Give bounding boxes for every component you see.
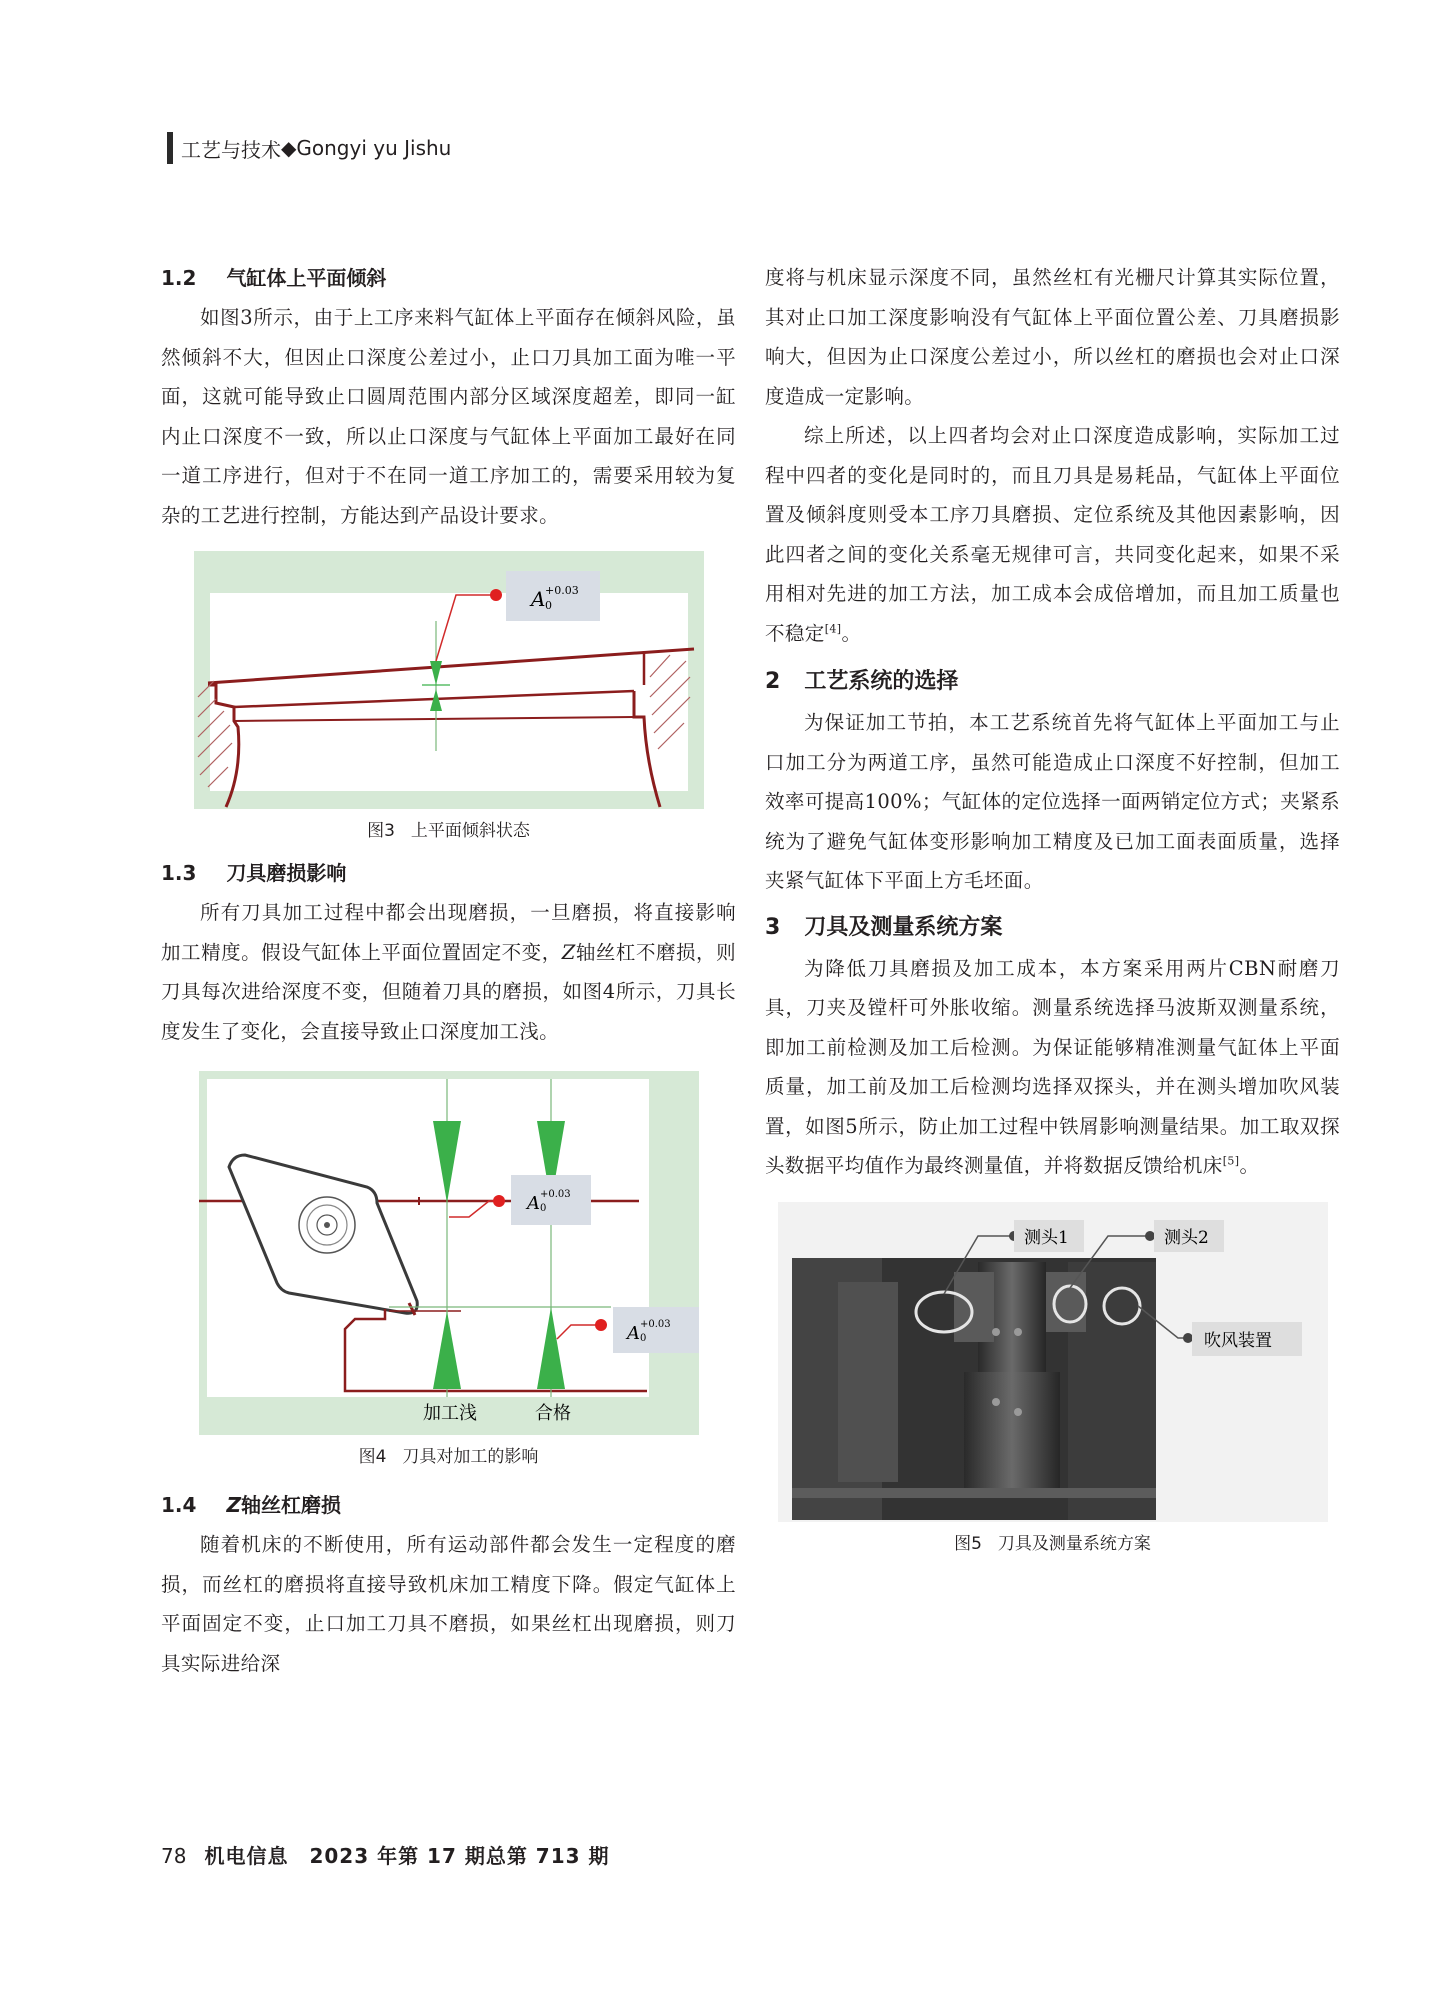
caption-number: 图5 — [954, 1533, 982, 1554]
heading-number: 3 — [765, 914, 781, 940]
paragraph-2: 为保证加工节拍，本工艺系统首先将气缸体上平面加工与止口加工分为两道工序，虽然可能造成止口深度不好控制，但加工效率可提高100%；气缸体的定位选择一面两销定位方式；夹紧系统为了避免气缸体变形影响加工精度及已加工面表面质量，选择夹紧气缸体下平面上方毛坯面。 — [765, 711, 1340, 892]
journal-info: 机电信息 2023 年第 17 期总第 713 期 — [204, 1844, 610, 1868]
left-column — [161, 258, 736, 1683]
heading-number: 1.2 — [161, 266, 197, 290]
header-section: 工艺与技术 — [181, 137, 281, 162]
fig3-tol-lower: 0 — [544, 599, 552, 612]
heading-title: 气缸体上平面倾斜 — [226, 266, 387, 290]
para-text: 轴丝杠不磨损，则刀具每次进给深度不变，但随着刀具的磨损，如图4所示，刀具长度发生了变化，会直接导致止口深度加工浅。 — [161, 940, 736, 1043]
fig4-tol-lower-2: 0 — [639, 1333, 646, 1344]
heading-1-3 — [161, 853, 736, 893]
para-text: 为降低刀具磨损及加工成本，本方案采用两片CBN耐磨刀具，刀夹及镗杆可外胀收缩。测量系统选择马波斯双测量系统，即加工前检测及加工后检测。为保证能够精准测量气缸体上平面质量，加工前及加工后检测均选择双探头，并在测头增加吹风装置，如图5所示，防止加工过程中铁屑影响测量结果。加工取双探头数据平均值作为最终测量值，并将数据反馈给机床 — [765, 956, 1340, 1177]
figure-3 — [194, 551, 704, 809]
figure-3-drawing — [194, 551, 704, 809]
heading-2 — [765, 661, 1340, 703]
figure-4 — [199, 1071, 699, 1435]
label-ok: 合格 — [534, 1403, 571, 1424]
figure-4-caption — [161, 1435, 736, 1479]
label-blower: 吹风装置 — [1203, 1330, 1272, 1351]
fig4-tol-lower-1: 0 — [539, 1203, 546, 1214]
heading-number: 1.3 — [161, 861, 197, 885]
heading-1-2 — [161, 258, 736, 298]
figure-4-drawing — [199, 1071, 699, 1435]
figure-5 — [778, 1202, 1328, 1522]
header-bar — [167, 132, 173, 164]
heading-title: 工艺系统的选择 — [804, 669, 959, 694]
paragraph-1-4: 随着机床的不断使用，所有运动部件都会发生一定程度的磨损，而丝杠的磨损将直接导致机床加工精度下降。假定气缸体上平面固定不变，止口加工刀具不磨损，如果丝杠出现磨损，则刀具实际进给深 — [161, 1533, 736, 1675]
para-text: 所有刀具加工过程中都会出现磨损，一旦磨损，将直接影响加工精度。假设气缸体上平面位置固定不变， — [161, 901, 736, 964]
para-text: 。 — [1239, 1154, 1260, 1177]
caption-number: 图4 — [358, 1447, 387, 1467]
diamond-icon: ◆ — [281, 136, 297, 160]
heading-number: 2 — [765, 669, 781, 694]
paragraph-3 — [765, 949, 1340, 1186]
paragraph-1-3 — [161, 893, 736, 1051]
caption-title: 上平面倾斜状态 — [410, 821, 530, 841]
caption-title: 刀具对加工的影响 — [402, 1447, 539, 1467]
figure-3-caption — [161, 809, 736, 853]
heading-1-4 — [161, 1485, 736, 1525]
para-text: 。 — [841, 621, 862, 645]
citation-ref: [5] — [1222, 1154, 1240, 1168]
heading-title: 刀具及测量系统方案 — [804, 914, 1003, 940]
header-pinyin: Gongyi yu Jishu — [296, 136, 452, 160]
paragraph-summary — [765, 416, 1340, 653]
para-text: 综上所述，以上四者均会对止口深度造成影响，实际加工过程中四者的变化是同时的，而且刀具是易耗品，气缸体上平面位置及倾斜度则受本工序刀具磨损、定位系统及其他因素影响，因此四者之间的变化关系毫无规律可言，共同变化起来，如果不采用相对先进的加工方法，加工成本会成倍增加，而且加工质量也不稳定 — [765, 424, 1340, 645]
caption-number: 图3 — [367, 821, 395, 841]
page-number: 78 — [161, 1844, 187, 1868]
heading-title: 轴丝杠磨损 — [240, 1493, 341, 1517]
fig4-tol-upper-2: +0.03 — [639, 1319, 671, 1330]
z-axis-letter: Z — [226, 1493, 241, 1517]
fig4-tol-upper-1: +0.03 — [539, 1189, 571, 1200]
heading-3 — [765, 907, 1340, 949]
fig3-tol-letter: A — [530, 587, 545, 611]
figure-5-photo — [778, 1202, 1328, 1522]
fig4-tol-letter-2: A — [626, 1323, 640, 1344]
page-footer — [161, 1840, 610, 1869]
paragraph-continued: 度将与机床显示深度不同，虽然丝杠有光栅尺计算其实际位置，其对止口加工深度影响没有气缸体上平面位置公差、刀具磨损影响大，但因为止口深度公差过小，所以丝杠的磨损也会对止口深度造成一定影响。 — [765, 266, 1340, 408]
right-column — [765, 258, 1340, 1566]
heading-number: 1.4 — [161, 1493, 197, 1517]
label-shallow: 加工浅 — [422, 1403, 477, 1424]
heading-title: 刀具磨损影响 — [226, 861, 347, 885]
label-probe-2: 测头2 — [1163, 1227, 1209, 1248]
citation-ref: [4] — [824, 622, 842, 635]
fig4-tol-letter-1: A — [526, 1193, 540, 1214]
fig3-tol-upper: +0.03 — [544, 584, 579, 597]
paragraph-1-2: 如图3所示，由于上工序来料气缸体上平面存在倾斜风险，虽然倾斜不大，但因止口深度公差过小，止口刀具加工面为唯一平面，这就可能导致止口圆周范围内部分区域深度超差，即同一缸内止口深度不一致，所以止口深度与气缸体上平面加工最好在同一道工序进行，但对于不在同一道工序加工的，需要采用较为复杂的工艺进行控制，方能达到产品设计要求。 — [161, 306, 736, 527]
label-probe-1: 测头1 — [1023, 1227, 1069, 1248]
running-header — [167, 132, 451, 164]
figure-5-caption — [765, 1522, 1340, 1566]
z-axis-letter: Z — [561, 940, 576, 964]
caption-title: 刀具及测量系统方案 — [997, 1533, 1151, 1554]
